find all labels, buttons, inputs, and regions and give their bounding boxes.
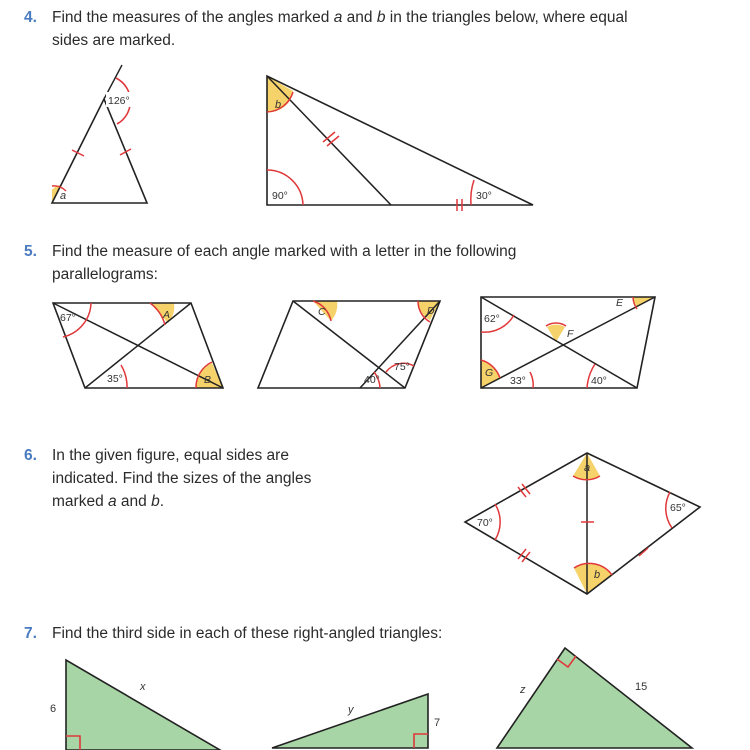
q7-triangle-2 <box>272 694 440 748</box>
angle-label-a: a <box>584 462 591 474</box>
q4-triangle-1 <box>52 65 147 203</box>
angle-label-62: 62° <box>484 313 500 325</box>
q5-parallelogram-1 <box>53 303 223 388</box>
diagonal <box>85 303 191 388</box>
side-label-x: x <box>140 681 146 693</box>
question-text: Find the measures of the angles marked a and b in the triangles below, where equal sides are marked. <box>52 9 628 49</box>
angle-label-A: A <box>163 309 171 321</box>
angle-label-30: 30° <box>476 190 492 202</box>
angle-label-33: 33° <box>510 375 526 387</box>
angle-label-B: B <box>204 374 212 386</box>
question-number: 4. <box>24 9 37 26</box>
side-label-y: y <box>348 704 354 716</box>
triangle <box>267 76 533 205</box>
question-text: Find the third side in each of these right-angled triangles: <box>52 625 443 642</box>
angle-label-G: G <box>485 367 494 379</box>
angle-label-C: C <box>318 306 326 318</box>
angle-label-126: 126° <box>108 95 130 107</box>
diagonal <box>481 297 655 388</box>
question-number: 7. <box>24 625 37 642</box>
question-text: In the given figure, equal sides are indicated. Find the sizes of the angles marked a and b. <box>52 447 312 510</box>
question-text: Find the measure of each angle marked with a letter in the following parallelograms: <box>52 243 517 283</box>
angle-label-a: a <box>60 190 67 202</box>
question-number: 5. <box>24 243 37 260</box>
angle-label-D: D <box>427 305 435 317</box>
angle-arc <box>530 372 533 388</box>
angle-arc <box>495 504 500 540</box>
angle-label-40: 40° <box>591 375 607 387</box>
angle-label-90: 90° <box>272 190 288 202</box>
question-number: 6. <box>24 447 37 464</box>
q5-parallelogram-2 <box>258 301 440 388</box>
cevian <box>267 76 391 205</box>
angle-fill <box>547 325 565 342</box>
q4-triangle-2 <box>267 76 533 211</box>
angle-label-67: 67° <box>60 312 76 324</box>
angle-label-70: 70° <box>477 517 493 529</box>
triangle <box>66 660 220 750</box>
angle-arc <box>471 180 474 205</box>
triangle <box>52 99 147 203</box>
angle-label-75: 75° <box>394 361 410 373</box>
q6-kite <box>465 453 700 594</box>
side-label-6: 6 <box>50 703 57 715</box>
diagonal <box>481 297 637 388</box>
q7-triangle-1 <box>50 660 220 750</box>
angle-label-40: 40° <box>364 374 380 386</box>
angle-label-b: b <box>594 569 601 581</box>
triangle <box>497 648 692 748</box>
angle-label-b: b <box>275 99 282 111</box>
triangle <box>272 694 428 748</box>
q7-triangle-3 <box>497 648 692 748</box>
side-label-7: 7 <box>434 717 441 729</box>
side-label-15: 15 <box>635 681 648 693</box>
angle-label-65: 65° <box>670 502 686 514</box>
side-label-z: z <box>520 684 526 696</box>
diagonal <box>293 301 405 388</box>
angle-label-35: 35° <box>107 373 123 385</box>
q5-parallelogram-3 <box>481 297 655 388</box>
angle-label-F: F <box>567 328 574 340</box>
angle-label-E: E <box>616 297 624 309</box>
